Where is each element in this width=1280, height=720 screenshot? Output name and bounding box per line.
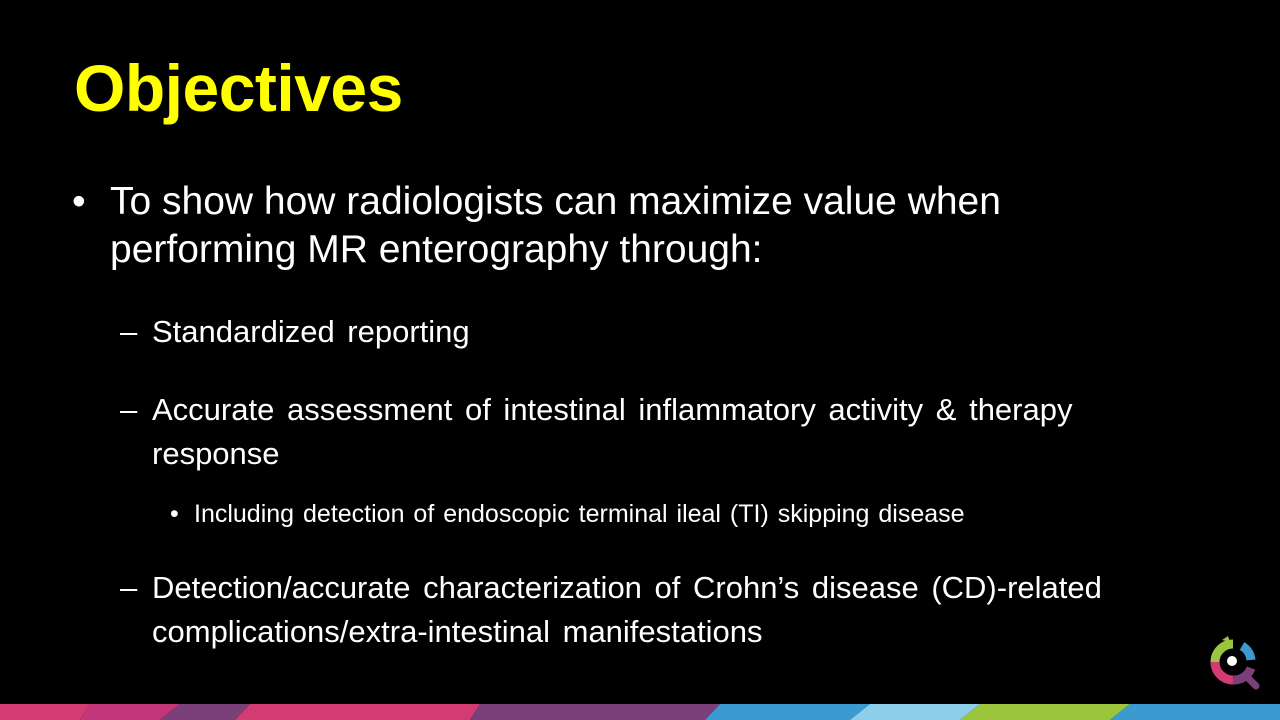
sub-item-marker: – — [120, 314, 138, 349]
sub-sub-item-marker: • — [170, 500, 179, 528]
sub-sub-item-text: Including detection of endoscopic terminal ileal (TI) skipping disease — [194, 500, 965, 528]
slide-title: Objectives — [74, 51, 403, 125]
sub-item-accurate-assessment — [120, 388, 1200, 476]
sub-item-standardized-reporting — [120, 310, 1200, 354]
circular-multicolor-logo-icon — [1206, 634, 1260, 690]
decorative-color-stripe — [0, 704, 1280, 720]
bullet-marker: • — [72, 180, 86, 223]
sub-item-marker: – — [120, 392, 138, 427]
sub-item-text: Accurate assessment of intestinal inflammatory activity & therapy response — [152, 392, 1073, 471]
sub-item-text: Standardized reporting — [152, 314, 470, 349]
sub-item-marker: – — [120, 570, 138, 605]
sub-sub-item-ti-skipping — [170, 497, 1230, 531]
main-bullet-text: To show how radiologists can maximize value when performing MR enterography through: — [110, 180, 1001, 271]
main-bullet — [72, 178, 1132, 274]
sub-item-text: Detection/accurate characterization of Crohn’s disease (CD)-related complications/extra-intestinal manifestations — [152, 570, 1102, 649]
sub-item-detection-complications — [120, 566, 1200, 654]
